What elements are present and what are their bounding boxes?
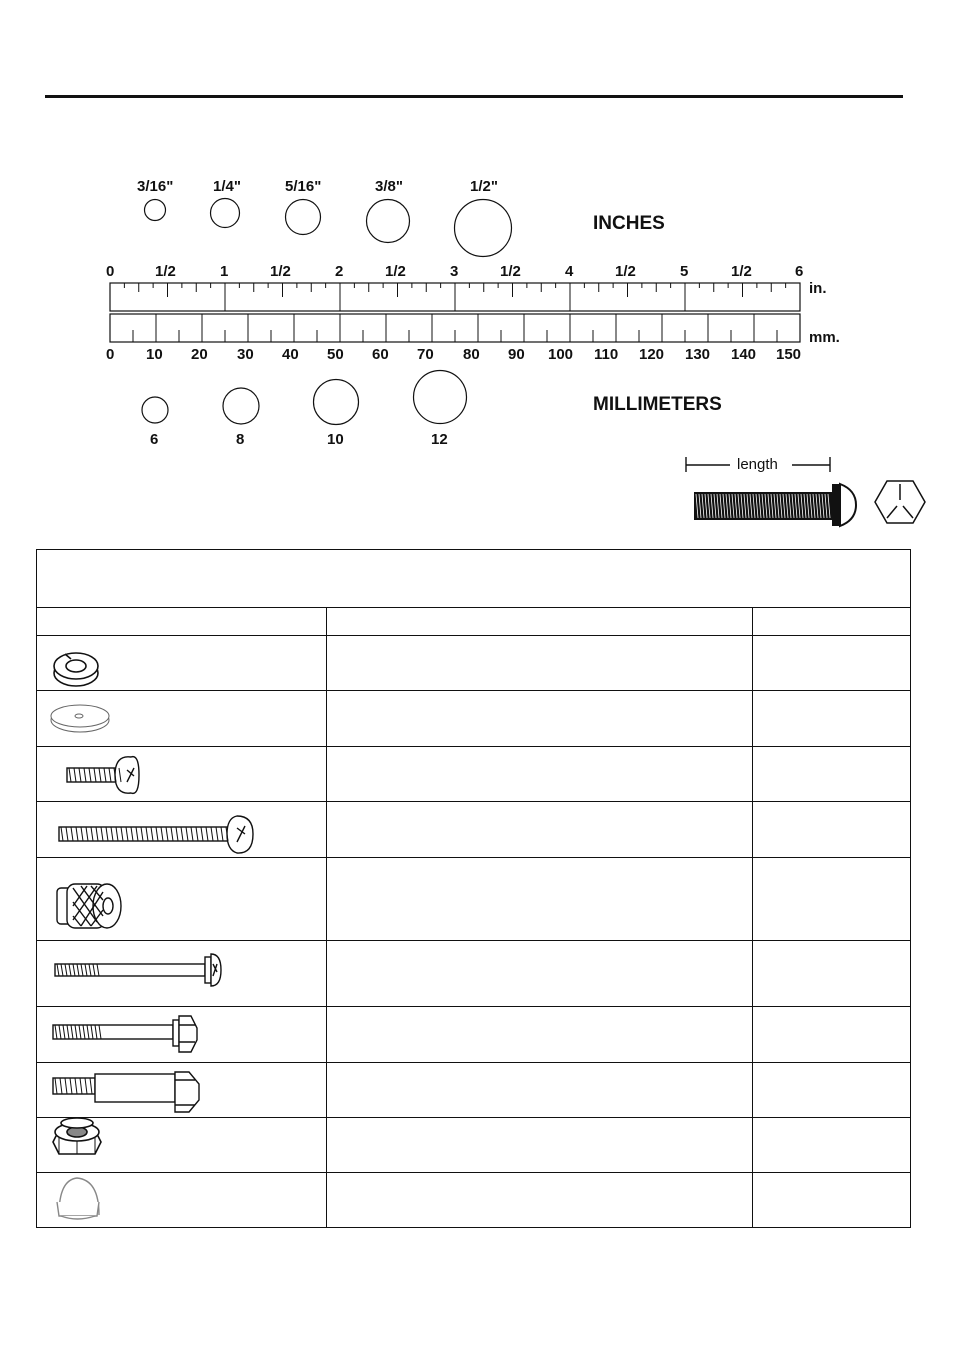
hex-shoulder-bolt-icon [53,1072,199,1112]
mm-ruler-label: 130 [685,346,711,363]
mm-ruler-label: 90 [508,346,525,363]
mm-ruler-label: 100 [548,346,574,363]
mm-ruler-label: 150 [776,346,802,363]
mm-ruler-label: 30 [237,346,254,363]
inch-ruler-label: 4 [565,263,574,280]
inch-circle-label: 1/2" [470,178,498,195]
mm-ruler-label: 120 [639,346,665,363]
mm-ruler-label: 110 [594,346,619,363]
millimeters-heading: MILLIMETERS [593,394,722,415]
short-pan-head-screw-icon [67,757,139,794]
hardware-table [36,549,911,1228]
length-label: length [737,456,778,473]
mm-ruler-label: 80 [463,346,480,363]
flat-washer-icon [51,705,109,732]
mm-circle-label: 10 [327,431,344,448]
mm-ruler-label: 60 [372,346,389,363]
hex-head-icon [875,481,925,523]
mm-ruler-label: 0 [106,346,115,363]
length-diagram [0,0,955,540]
mm-circle-label: 12 [431,431,448,448]
mm-ruler-label: 50 [327,346,344,363]
mm-circle-label: 6 [150,431,159,448]
inch-unit-label: in. [809,280,827,297]
mm-ruler-label: 10 [146,346,163,363]
inch-ruler-label: 1/2 [385,263,406,280]
inch-ruler-label: 3 [450,263,459,280]
long-round-head-bolt-icon [55,954,221,986]
hex-lock-nut-icon [53,1118,101,1154]
mm-ruler-label: 140 [731,346,757,363]
inch-circle-label: 3/8" [375,178,403,195]
column-divider [752,607,753,1228]
inch-ruler-label: 5 [680,263,689,280]
hex-bolt-icon [53,1016,197,1052]
inch-ruler-label: 1/2 [615,263,636,280]
mm-circle-label: 8 [236,431,245,448]
inch-ruler-label: 6 [795,263,804,280]
knurled-nut-icon [57,884,121,928]
inches-heading: INCHES [593,213,665,234]
inch-ruler-label: 1/2 [270,263,291,280]
hardware-icons [37,550,327,1229]
inch-circle-label: 1/4" [213,178,241,195]
inch-ruler-label: 2 [335,263,344,280]
long-pan-head-screw-icon [59,816,253,853]
inch-ruler-label: 1/2 [731,263,752,280]
inch-ruler-label: 0 [106,263,115,280]
inch-circle-label: 3/16" [137,178,174,195]
measured-screw-icon [694,484,856,526]
inch-ruler-label: 1 [220,263,229,280]
inch-ruler-label: 1/2 [155,263,176,280]
lock-washer-icon [54,653,98,686]
mm-ruler-label: 40 [282,346,299,363]
mm-ruler-label: 20 [191,346,208,363]
cap-nut-icon [57,1178,99,1219]
mm-ruler-label: 70 [417,346,434,363]
mm-unit-label: mm. [809,329,840,346]
inch-circle-label: 5/16" [285,178,322,195]
inch-ruler-label: 1/2 [500,263,521,280]
